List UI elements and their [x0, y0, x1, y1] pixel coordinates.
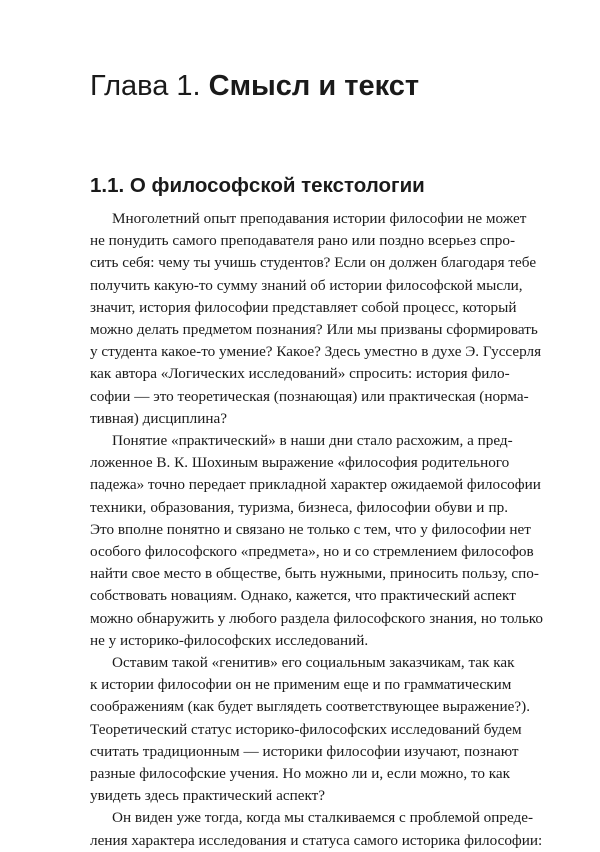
text-line: ложенное В. К. Шохиным выражение «философия родительного: [90, 454, 510, 472]
text-line: Теоретический статус историко-философских исследований будем: [90, 720, 522, 738]
text-line: собствовать новациям. Однако, кажется, что практический аспект: [90, 587, 516, 605]
text-line: получить какую-то сумму знаний об истории философской мысли,: [90, 276, 523, 294]
text-line: Он виден уже тогда, когда мы сталкиваемся с проблемой опреде-: [112, 809, 534, 827]
text-line: особого философского «предмета», но и со стремлением философов: [90, 543, 534, 561]
text-line: софии — это теоретическая (познающая) или практическая (норма-: [90, 387, 529, 405]
text-line: у студента какое-то умение? Какое? Здесь уместно в духе Э. Гуссерля: [90, 343, 542, 361]
chapter-title: [90, 66, 419, 106]
paragraph-1: [90, 208, 542, 430]
text-line: значит, история философии представляет собой процесс, который: [90, 298, 517, 316]
text-line: как автора «Логических исследований» спросить: история фило-: [90, 365, 510, 383]
chapter-number: Глава 1.: [90, 70, 201, 102]
text-line: найти свое место в обществе, быть нужными, приносить пользу, спо-: [90, 565, 539, 583]
paragraph-3: [90, 652, 530, 807]
text-line: увидеть здесь практический аспект?: [90, 787, 325, 805]
text-line: Понятие «практический» в наши дни стало расхожим, а пред-: [112, 432, 513, 450]
text-line: не у историко-философских исследований.: [90, 631, 369, 649]
text-line: разные философские учения. Но можно ли и, если можно, то как: [90, 765, 511, 783]
text-line: можно обнаружить у любого раздела философского знания, но только: [90, 609, 543, 627]
text-line: считать традиционным — историки философии изучают, познают: [90, 742, 519, 760]
text-line: ления характера исследования и статуса самого историка философии:: [90, 831, 543, 849]
text-line: тивная) дисциплина?: [90, 409, 227, 427]
chapter-name: Смысл и текст: [208, 70, 420, 102]
text-line: падежа» точно передает прикладной характер ожидаемой философии: [90, 476, 541, 494]
text-line: сить себя: чему ты учишь студентов? Если он должен благодаря тебе: [90, 254, 537, 272]
text-line: техники, образования, туризма, бизнеса, философии обуви и пр.: [90, 498, 508, 516]
section-title: 1.1. О философской текстологии: [90, 174, 425, 197]
text-line: соображениям (как будет выглядеть соответствующее выражение?).: [90, 698, 530, 716]
text-line: Это вполне понятно и связано не только с тем, что у философии нет: [90, 520, 531, 538]
text-line: Оставим такой «генитив» его социальным заказчикам, так как: [112, 654, 515, 672]
text-line: Многолетний опыт преподавания истории философии не может: [112, 210, 527, 227]
paragraph-2: [90, 430, 543, 652]
paragraph-4: [90, 807, 543, 851]
body-text: [90, 208, 543, 852]
text-line: можно делать предметом познания? Или мы призваны сформировать: [90, 321, 538, 339]
text-line: к истории философии он не применим еще и по грамматическим: [90, 676, 512, 694]
text-line: не понудить самого преподавателя рано или поздно всерьез спро-: [90, 232, 516, 250]
